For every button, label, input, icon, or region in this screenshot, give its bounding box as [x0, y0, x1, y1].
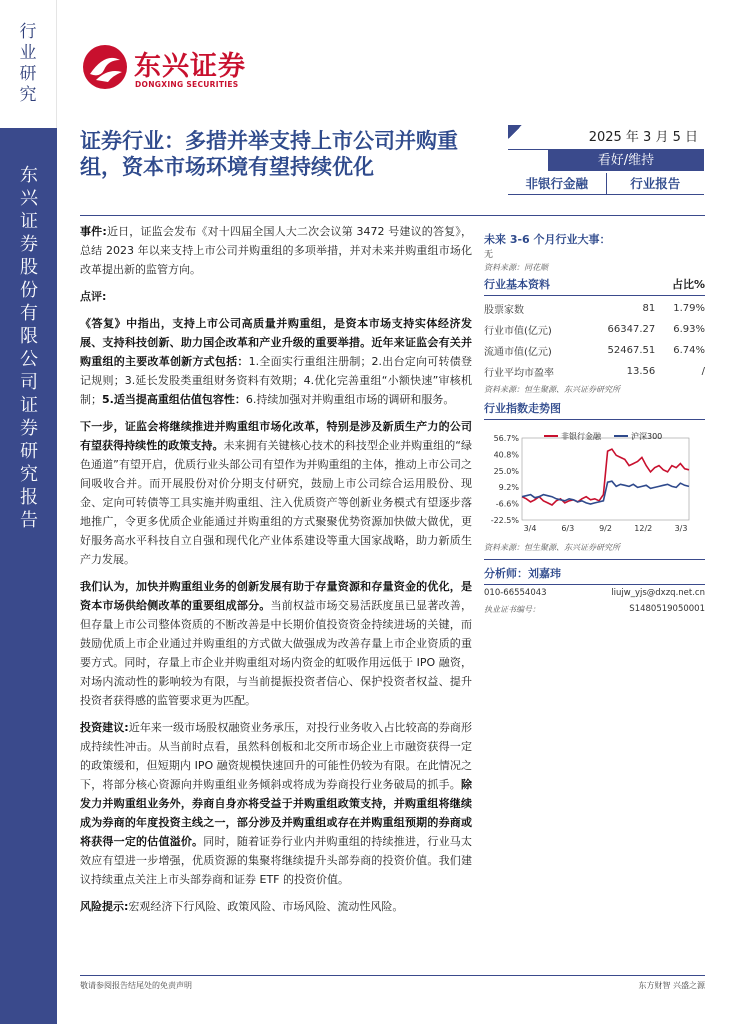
footer-disclaimer: 敬请参阅报告结尾处的免责声明 [80, 981, 192, 990]
basic-info-row [484, 319, 705, 340]
basic-info-label: 行业市值(亿元) [484, 326, 552, 337]
basic-info-pct: 6.74% [673, 345, 705, 356]
basic-info-pct: / [701, 366, 705, 377]
events-source: 资料来源：同花顺 [484, 263, 548, 272]
series-line-0 [522, 449, 689, 505]
basic-source: 资料来源：恒生聚源、东兴证券研究所 [484, 385, 620, 394]
basic-info-pct: 6.93% [673, 324, 705, 335]
logo-name: 东兴证券 [134, 51, 246, 82]
chart-source: 资料来源：恒生聚源、东兴证券研究所 [484, 543, 620, 552]
basic-info-row [484, 298, 705, 319]
basic-info-pct: 1.79% [673, 303, 705, 314]
basic-info-table [484, 298, 705, 382]
x-tick-label: 6/3 [561, 524, 575, 533]
basic-info-label: 行业平均市盈率 [484, 368, 554, 379]
series-line-1 [522, 481, 689, 504]
report-category-label: 行业研究 [19, 22, 37, 105]
events-title: 未来 3-6 个月行业大事： [484, 233, 611, 246]
industry-index-chart [484, 428, 705, 540]
legend-label: 沪深300 [631, 432, 663, 441]
legend-label: 非银行金融 [561, 432, 601, 441]
report-body [80, 222, 472, 924]
analyst-contact [484, 588, 705, 598]
investment-advice-paragraph: 投资建议:近年来一级市场股权融资业务承压，对投行业务收入占比较高的券商形成持续性冲击。从当前时点看，虽然科创板和北交所市场企业上市融资获得一定的政策缓和，但短期内 IPO 融资规模快速回升的可能性仍较为有限。在此情况之下，将部分核心资源向并购重组业务倾斜或将成为券商投行业务破局的抓手。除发力并购重组业务外，券商自身亦将受益于并购重组政策支持，并购重组将继续成为券商的年度投资主线之一，部分涉及并购重组或存在并购重组预期的券商或将获得一定的估值溢价。同时，随着证券行业内并购重组的持续推进，行业马太效应有望进一步增强，优质资源的集聚将继续提升头部券商的投资价值。我们建议持续重点关注上市头部券商和证券 ETF 的投资价值。 [80, 721, 472, 886]
x-tick-label: 9/2 [599, 524, 612, 533]
risk-paragraph: 风险提示:宏观经济下行风险、政策风险、市场风险、流动性风险。 [80, 900, 404, 913]
basic-info-row [484, 340, 705, 361]
next-step-paragraph: 下一步，证监会将继续推进并购重组市场化改革，特别是涉及新质生产力的公司有望获得持续性的政策支持。未来拥有关键核心技术的科技型企业并购重组的“绿色通道”有望开启，优质行业头部公司有望作为并购重组的主体，推动上市公司之间吸收合并。而开展股份对价分期支付研究，鼓励上市公司综合运用股份、现金、定向可转债等工具实施并购重组、注入优质资产等创新业务模式有望逐步落地推广，令更多优质企业能通过并购重组的方式聚聚优势资源加快做大做优，更好服务高水平科技自立自强和现代化产业体系建设等重大国家战略，助力新质生产力发展。 [80, 420, 472, 566]
rating-badge: 看好/维持 [548, 150, 704, 171]
view-paragraph: 我们认为，加快并购重组业务的创新发展有助于存量资源和存量资金的优化，是资本市场供给侧改革的重要组成部分。当前权益市场交易活跃度虽已显著改善，但存量上市公司整体资质的不断改善是中长期价值投资资金持续进场的关键，而鼓励优质上市企业通过并购重组的方式做大做强成为改善存量上市企业资质的重要方式。同时，存量上市企业并购重组对场内资金的虹吸作用远低于 IPO 融资，对场内流动性的影响较为有限，与当前提振投资者信心、保护投资者权益、提升投资者获得感的监管要求更为匹配。 [80, 580, 472, 707]
y-tick-label: 40.8% [493, 450, 519, 460]
basic-info-value: 66347.27 [607, 324, 656, 335]
footer-slogan: 东方财智 兴盛之源 [638, 981, 705, 990]
title-divider [80, 215, 705, 216]
basic-info-header [484, 277, 705, 293]
chart-title: 行业指数走势图 [484, 402, 561, 415]
basic-info-value: 13.56 [626, 366, 656, 377]
footer-rule [80, 975, 705, 976]
analyst-rule [484, 584, 705, 585]
report-date: 2025 年 3 月 5 日 [508, 125, 704, 150]
logo-mark-icon [82, 44, 128, 90]
basic-info-value: 52467.51 [607, 345, 656, 356]
y-tick-label: 56.7% [493, 434, 519, 443]
basic-info-label: 股票家数 [484, 305, 524, 316]
basic-info-row [484, 361, 705, 382]
report-type-label: 行业报告 [607, 173, 705, 195]
analyst-block [484, 542, 705, 615]
analyst-phone: 010-66554043 [484, 588, 547, 598]
basic-info-rule [484, 295, 705, 296]
sector-label: 非银行金融 [508, 173, 607, 195]
sidebar-top [0, 0, 57, 128]
right-column [484, 232, 705, 422]
basic-info-label: 流通市值(亿元) [484, 347, 552, 358]
y-tick-label: 9.2% [498, 483, 519, 493]
analyst-email: liujw_yjs@dxzq.net.cn [611, 588, 705, 598]
answer-paragraph: 《答复》中指出，支持上市公司高质量并购重组，是资本市场支持实体经济发展、支持科技创新、助力国企改革和产业升级的重要举措。近年来证监会有关并购重组的主要改革创新方式包括：1.全面实行重组注册制；2.出台定向可转债登记规则；3.延长发股类重组财务资料有效期；4.优化完善重组“小额快速”审核机制；5.适当提高重组估值包容性：6.持续加强对并购重组市场的调研和服务。 [80, 317, 472, 406]
basic-info-value: 81 [642, 303, 656, 314]
pct-header: 占比% [671, 278, 705, 291]
analyst-title: 分析师：刘嘉玮 [484, 567, 561, 580]
sidebar-main [0, 128, 57, 1024]
cert-label: 执业证书编号： [484, 605, 540, 614]
y-tick-label: -6.6% [495, 499, 519, 509]
report-header-box [508, 125, 704, 195]
y-tick-label: -22.5% [490, 516, 519, 525]
x-tick-label: 3/4 [523, 524, 537, 533]
y-tick-label: 25.0% [493, 466, 519, 476]
company-logo [82, 38, 272, 98]
basic-info-title: 行业基本资料 [484, 278, 550, 291]
chart-title-rule [484, 419, 705, 420]
analyst-cert [484, 604, 705, 615]
company-report-label: 东兴证券股份有限公司证券研究报告 [20, 165, 38, 531]
events-value: 无 [484, 250, 494, 260]
comment-heading: 点评: [80, 290, 107, 303]
x-tick-label: 3/3 [674, 524, 688, 533]
report-title: 证券行业：多措并举支持上市公司并购重组，资本市场环境有望持续优化 [80, 129, 458, 179]
cert-number: S1480519050001 [629, 604, 705, 614]
corner-flag-icon [508, 125, 522, 139]
x-tick-label: 12/2 [634, 524, 653, 533]
event-paragraph: 事件:近日，证监会发布《对十四届全国人大二次会议第 3472 号建议的答复》，总结 2023 年以来支持上市公司并购重组的多项举措，并对未来并购重组市场化改革提出新的监管方向。 [80, 225, 472, 276]
analyst-rule-top [484, 559, 705, 560]
logo-en: DONGXING SECURITIES [135, 80, 239, 89]
